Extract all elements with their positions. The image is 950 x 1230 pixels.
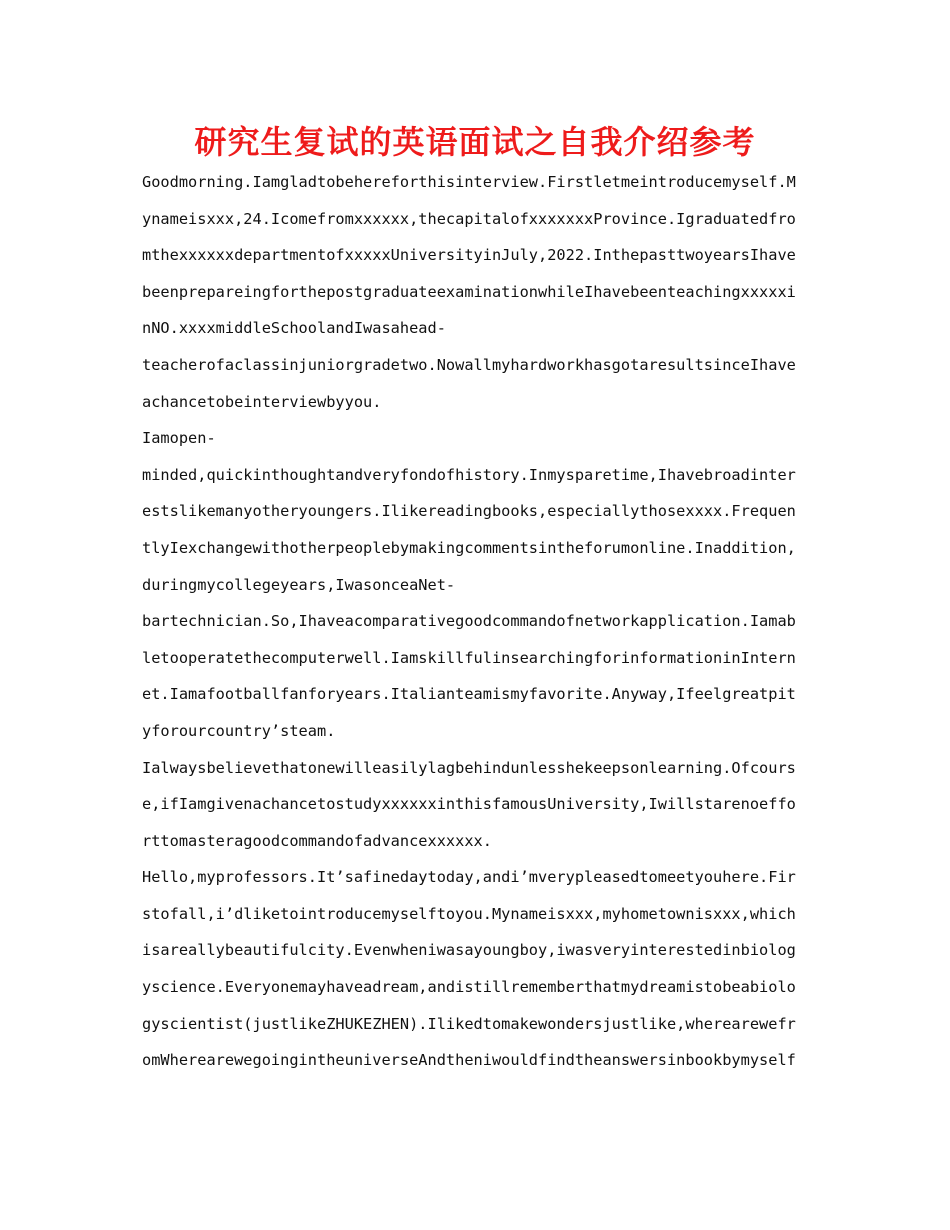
text-line: gyscientist(justlikeZHUKEZHEN).Ilikedtomakewondersjustlike,wherearewefr (142, 1014, 796, 1033)
text-line: beenprepareingforthepostgraduateexaminationwhileIhavebeenteachingxxxxxi (142, 282, 796, 301)
text-line: Iamopen- (142, 429, 216, 448)
text-line: letooperatethecomputerwell.IamskillfulinsearchingforinformationinIntern (142, 648, 796, 667)
text-line: Goodmorning.Iamgladtobehereforthisinterview.Firstletmeintroducemyself.M (142, 173, 796, 191)
text-line: estslikemanyotheryoungers.Ilikereadingbooks,especiallythosexxxx.Frequen (142, 502, 796, 521)
text-line: Hello,myprofessors.It’safinedaytoday,andi’mverypleasedtomeetyouhere.Fir (142, 868, 796, 887)
text-line: tlyIexchangewithotherpeoplebymakingcommentsintheforumonline.Inaddition, (142, 538, 796, 557)
text-line: stofall,i’dliketointroducemyselftoyou.Mynameisxxx,myhometownisxxx,which (142, 904, 796, 923)
document-title: 研究生复试的英语面试之自我介绍参考 (194, 123, 756, 161)
text-line: et.Iamafootballfanforyears.Italianteamismyfavorite.Anyway,Ifeelgreatpit (142, 685, 796, 704)
text-line: bartechnician.So,Ihaveacomparativegoodcommandofnetworkapplication.Iamab (142, 612, 796, 631)
text-line: achancetobeinterviewbyyou. (142, 392, 382, 411)
text-line: isareallybeautifulcity.Evenwheniwasayoungboy,iwasveryinterestedinbiolog (142, 941, 796, 960)
text-line: Ialwaysbelievethatonewilleasilylagbehindunlesshekeepsonlearning.Ofcours (142, 758, 796, 777)
text-line: nNO.xxxxmiddleSchoolandIwasahead- (142, 319, 446, 338)
text-line: ynameisxxx,24.Icomefromxxxxxx,thecapitalofxxxxxxxProvince.Igraduatedfro (142, 209, 796, 228)
document-body (142, 164, 806, 1079)
text-line: duringmycollegeyears,IwasonceaNet- (142, 575, 456, 594)
text-line: rttomasteragoodcommandofadvancexxxxxx. (142, 831, 492, 850)
text-line: omWherearewegoingintheuniverseAndtheniwouldfindtheanswersinbookbymyself (142, 1051, 796, 1070)
text-line: teacherofaclassinjuniorgradetwo.NowallmyhardworkhasgotaresultsinceIhave (142, 355, 796, 374)
text-line: yscience.Everyonemayhaveadream,andistillrememberthatmydreamistobeabiolo (142, 978, 796, 997)
text-line: e,ifIamgivenachancetostudyxxxxxxinthisfamousUniversity,Iwillstarenoeffo (142, 795, 796, 814)
text-line: yforourcountry’steam. (142, 721, 336, 740)
text-line: minded,quickinthoughtandveryfondofhistory.Inmysparetime,Ihavebroadinter (142, 465, 796, 484)
text-line: mthexxxxxxdepartmentofxxxxxUniversityinJuly,2022.InthepasttwoyearsIhave (142, 246, 796, 265)
